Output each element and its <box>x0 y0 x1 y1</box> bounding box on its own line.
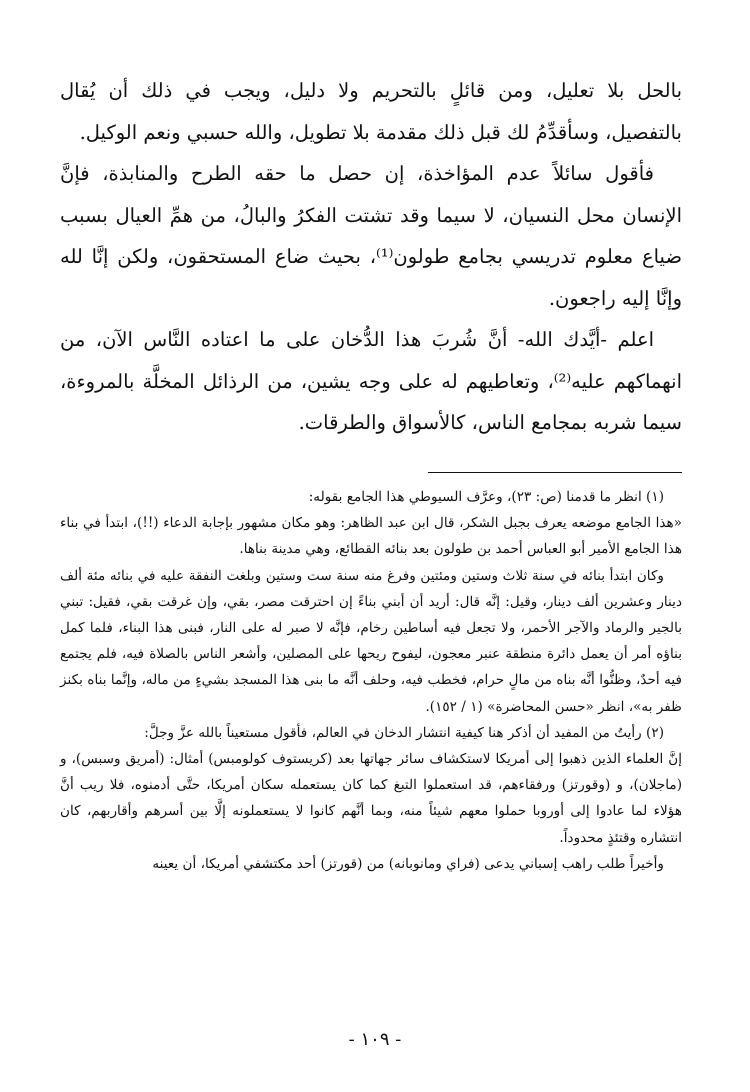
footnote-2-para-b: إنَّ العلماء الذين ذهبوا إلى أمريكا لاستكشاف سائر جهاتها بعد (كريستوف كولومبس) أمثال: (أمريق وسبس)، و (ماجلان)، و (وقورتز) ورفقاءهم، قد استعملوا التبغ كما كان يستعمله سكان أمريكا، حتَّى أدمنوه، فلا ريب أنَّ هؤلاء لما عادوا إلى أوروبا حملوا معهم شيئاً منه، وبما أنَّهم كانوا لا يستعملونه إلَّا بين أسرهم وأقاربهم، كان انتشاره وقتئذٍ محدوداً. <box>60 751 682 846</box>
body-paragraph-3: اعلم -أيَّدك الله- أنَّ شُربَ هذا الدُّخان على ما اعتاده النَّاس الآن، من انهماكهم عليه⁽²⁾، وتعاطيهم له على وجه يشين، من الرذائل المخلَّة بالمروءة، سيما شربه بمجامع الناس، كالأسواق والطرقات. <box>60 328 682 434</box>
footnote-2-para-c: وأخيراً طلب راهب إسباني يدعى (فراي ومانوبانه) من (قورتز) أحد مكتشفي أمريكا، أن يعينه <box>152 855 664 872</box>
footnote-2: (٢) رأيتُ من المفيد أن أذكر هنا كيفية انتشار الدخان في العالم، فأقول مستعيناً بالله عزَّ وجلَّ: <box>144 724 664 741</box>
main-text <box>60 70 682 444</box>
footnote-1-quote-a: «هذا الجامع موضعه يعرف بجبل الشكر، قال ابن عبد الظاهر: وهو مكان مشهور بإجابة الدعاء (!!)، ابتدأ في بناء هذا الجامع الأمير أبو العباس أحمد بن طولون بعد بنائه القطائع، وهي مدينة بناها. <box>60 515 682 558</box>
footnote-1: (١) انظر ما قدمنا (ص: ٢٣)، وعرَّف السيوطي هذا الجامع بقوله: <box>308 489 664 505</box>
page-number: - ١٠٩ - <box>348 1029 402 1050</box>
body-paragraph-2: فأقول سائلاً عدم المؤاخذة، إن حصل ما حقه الطرح والمنابذة، فإنَّ الإنسان محل النسيان، لا سيما وقد تشتت الفكرُ والبالُ، من همِّ العيال بسبب ضياع معلوم تدريسي بجامع طولون⁽¹⁾، بحيث ضاع المستحقون، ولكن إنَّا لله وإنَّا إليه راجعون. <box>60 162 682 310</box>
footnote-1-quote-b: وكان ابتدأ بنائه في سنة ثلاث وستين ومئتين وفرغ منه سنة ست وستين وبلغت النفقة عليه في بنائه مئة ألف دينار وعشرين ألف دينار، وقيل: إنَّه قال: أريد أن أبني بناءً إن احترقت مصر، بقي، وإن غرقت بقي، فقيل: تبني بالجير والرماد والآجر الأحمر، ولا تجعل فيه أساطين رخام، فإنَّه لا صبر له على النار، فبنى هذا البناء، فلما كمل بناؤه أمر أن يعمل دائرة منطقة عنبر معجون، ليفوح ريحها على المصلين، وأشعر الناس بالصلاة فيه، فلم يجتمع فيه أحدٌ، وظنُّوا أنَّه بناه من مالٍ حرام، فخطب فيه، وحلف أنَّه ما بنى هذا المسجد بشيءٍ من ماله، وإنَّما بناه بكنز ظفر به»، انظر «حسن المحاضرة» (١ / ١٥٢). <box>60 567 682 715</box>
body-paragraph-1: بالحل بلا تعليل، ومن قائلٍ بالتحريم ولا دليل، ويجب في ذلك أن يُقال بالتفصيل، وسأقدِّمُ لك قبل ذلك مقدمة بلا تطويل، والله حسبي ونعم الوكيل. <box>60 79 682 144</box>
footnote-separator <box>428 472 682 473</box>
footnotes <box>60 484 682 877</box>
